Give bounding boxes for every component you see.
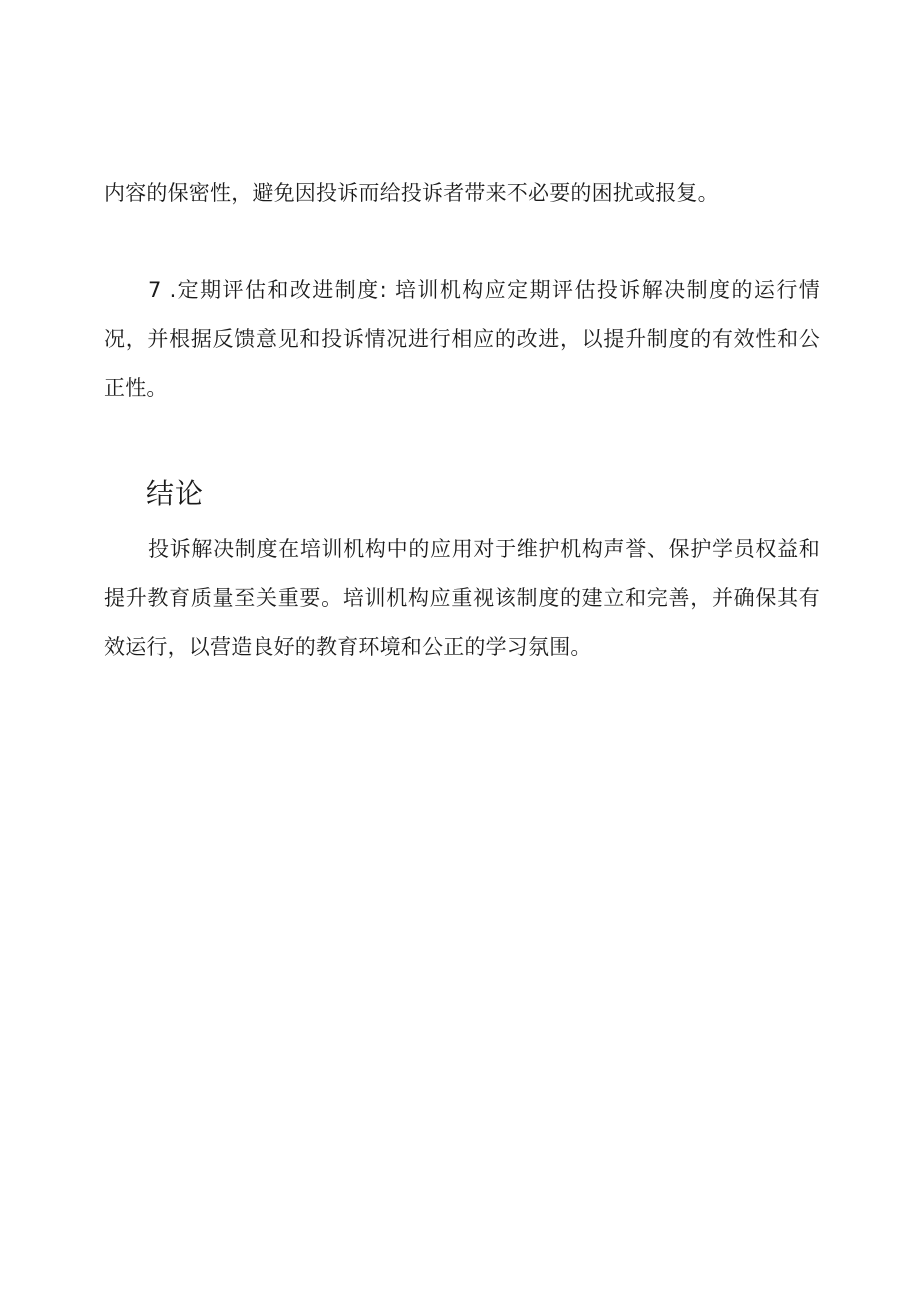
list-item-7 xyxy=(104,266,820,413)
continued-paragraph: 内容的保密性，避免因投诉而给投诉者带来不必要的困扰或报复。 xyxy=(104,181,719,205)
conclusion-heading: 结论 xyxy=(146,477,205,510)
conclusion-paragraph: 投诉解决制度在培训机构中的应用对于维护机构声誉、保护学员权益和提升教育质量至关重要。培训机构应重视该制度的建立和完善，并确保其有效运行，以营造良好的教育环境和公正的学习氛围。 xyxy=(104,537,820,659)
list-item-title: .定期评估和改进制度: xyxy=(169,278,387,302)
list-item-number: 7 xyxy=(148,278,162,302)
list-item-body: 培训机构应定期评估投诉解决制度的运行情况，并根据反馈意见和投诉情况进行相应的改进，以提升制度的有效性和公正性。 xyxy=(104,278,820,400)
